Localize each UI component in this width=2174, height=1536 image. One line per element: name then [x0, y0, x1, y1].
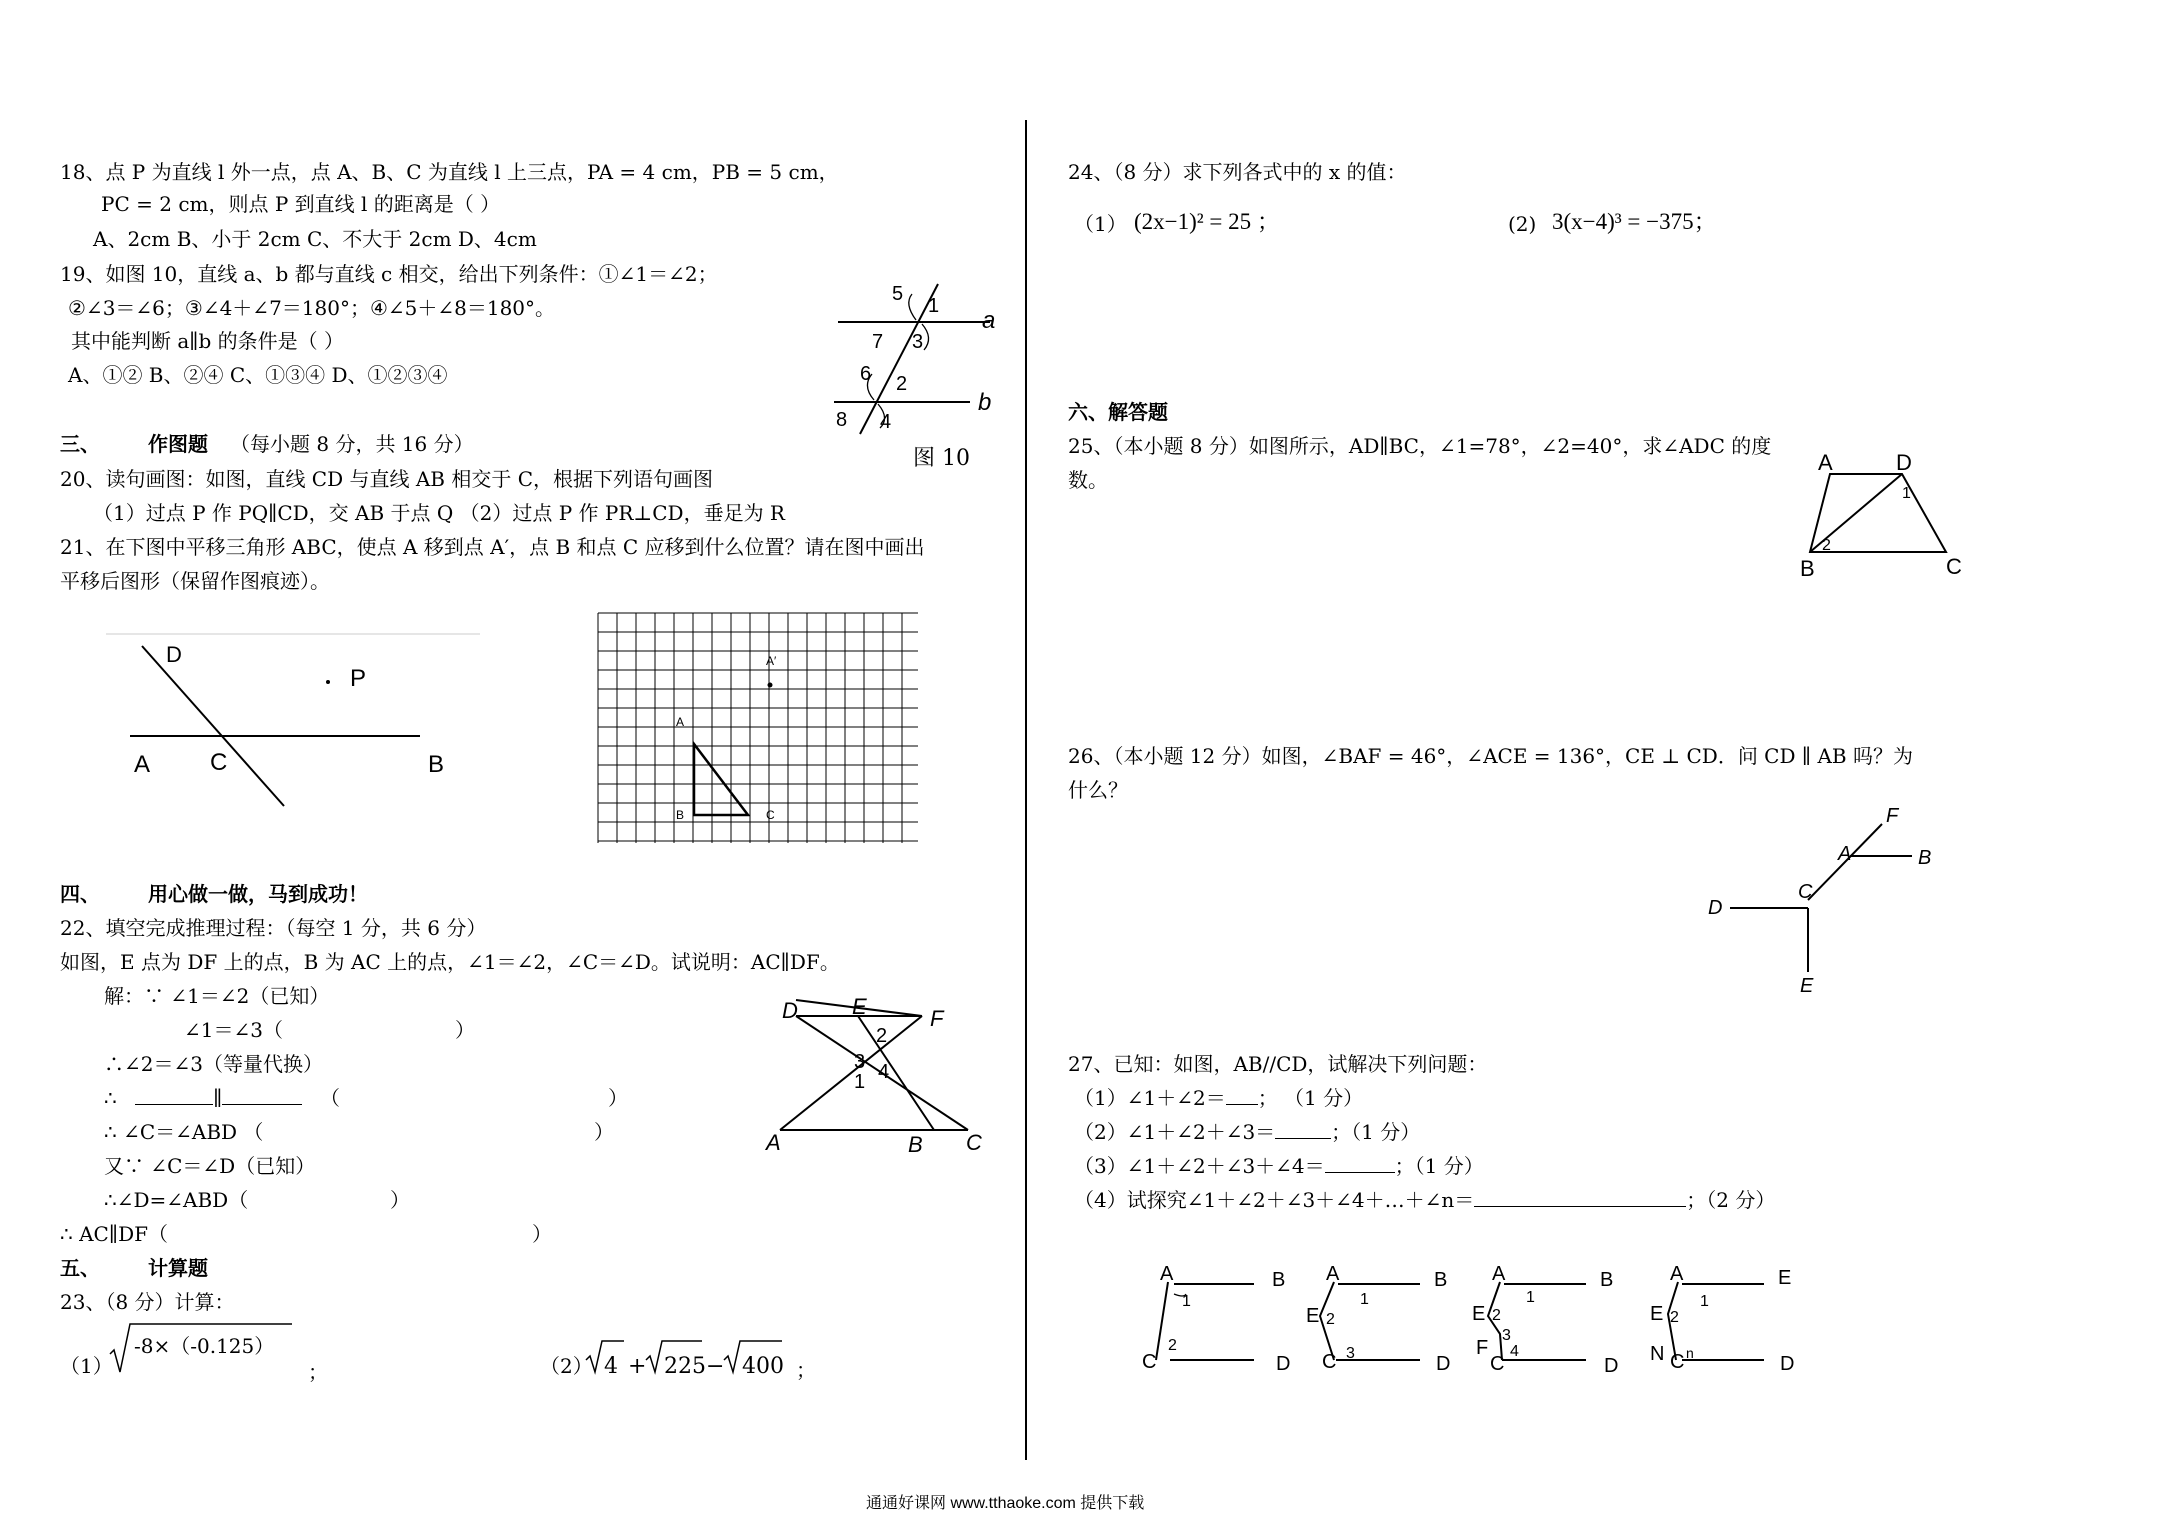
q22-step-1: 解：∵ ∠1＝∠2（已知）	[104, 984, 330, 1008]
svg-text:C: C	[1322, 1351, 1337, 1373]
section6-title: 六、解答题	[1068, 400, 1168, 424]
q24-p2-expr: 3(x−4)³ = −375；	[1552, 209, 1717, 234]
q22-step-7: ∴∠D=∠ABD（	[104, 1188, 249, 1212]
q22-step-4-open: （	[320, 1086, 340, 1110]
q27-item-4: （4）试探究∠1＋∠2＋∠3＋∠4＋…＋∠n＝ ；（2 分）	[1074, 1188, 1776, 1212]
q27-figures	[1130, 1256, 1800, 1386]
q25-label-B: B	[1800, 556, 1815, 581]
q22-label-2: 2	[876, 1025, 888, 1047]
q22-step-8: ∴ AC∥DF（	[60, 1222, 168, 1246]
q22-line1: 22、填空完成推理过程：（每空 1 分，共 6 分）	[60, 916, 487, 940]
q26-label-B: B	[1918, 847, 1932, 869]
q23-p1-tail: ；	[308, 1360, 328, 1384]
q23-p1-label: （1）	[60, 1354, 113, 1378]
svg-text:C: C	[1490, 1353, 1505, 1375]
q22-blank-parallel-1[interactable]	[135, 1104, 213, 1105]
svg-text:A: A	[1160, 1263, 1174, 1285]
q22-step-2-close: ）	[455, 1018, 475, 1042]
figure-10-caption: 图 10	[913, 446, 970, 471]
svg-text:2: 2	[1492, 1307, 1501, 1324]
q27-blank-2[interactable]	[1275, 1138, 1331, 1139]
q22-label-A: A	[766, 1130, 781, 1155]
svg-text:1: 1	[1700, 1293, 1709, 1310]
q25-line2: 数。	[1068, 468, 1108, 492]
q23-p2-plus: +	[628, 1354, 647, 1379]
q23-line1: 23、（8 分）计算：	[60, 1290, 235, 1314]
svg-text:D: D	[1276, 1353, 1291, 1375]
svg-text:1: 1	[1526, 1289, 1535, 1306]
section4-title: 用心做一做，马到成功！	[148, 882, 368, 906]
fig10-label-8: 8	[836, 409, 848, 431]
q25-label-1: 1	[1902, 485, 1911, 502]
svg-text:D: D	[1780, 1353, 1795, 1375]
q22-parallel-sign: ∥	[213, 1086, 223, 1110]
q19-line1: 19、如图 10，直线 a、b 都与直线 c 相交，给出下列条件：①∠1＝∠2；	[60, 262, 718, 286]
q26-figure	[1700, 800, 1960, 1000]
q27-blank-3[interactable]	[1325, 1172, 1395, 1173]
q22-step-3: ∴∠2＝∠3（等量代换）	[104, 1052, 323, 1076]
svg-text:A: A	[1492, 1263, 1506, 1285]
q22-label-C: C	[966, 1130, 982, 1155]
svg-text:A: A	[1326, 1263, 1340, 1285]
svg-text:1: 1	[1360, 1291, 1369, 1308]
q26-label-D: D	[1708, 897, 1723, 919]
svg-text:E: E	[1778, 1267, 1792, 1289]
svg-text:B: B	[1272, 1269, 1286, 1291]
section3-note: （每小题 8 分，共 16 分）	[230, 432, 474, 456]
q25-label-C: C	[1946, 554, 1962, 579]
q22-label-E: E	[852, 994, 867, 1019]
q22-step-5: ∴ ∠C＝∠ABD （	[104, 1120, 264, 1144]
svg-text:2: 2	[1168, 1337, 1177, 1354]
svg-text:D: D	[1436, 1353, 1451, 1375]
q23-p2-r3: 400	[742, 1354, 784, 1379]
q18-line2: PC = 2 cm，则点 P 到直线 l 的距离是（ ）	[101, 192, 501, 216]
svg-text:B: B	[1600, 1269, 1614, 1291]
q24-p1-label: （1）	[1074, 212, 1127, 236]
svg-text:N: N	[1650, 1343, 1665, 1365]
section4-number: 四、	[60, 882, 100, 906]
q27-item-1: （1）∠1＋∠2＝ ； （1 分）	[1074, 1086, 1364, 1110]
q23-p2-tail: ；	[796, 1358, 816, 1382]
q27-blank-1[interactable]	[1226, 1104, 1258, 1105]
q21-line1: 21、在下图中平移三角形 ABC，使点 A 移到点 A′，点 B 和点 C 应移到什么位置？请在图中画出	[60, 535, 925, 559]
svg-text:n: n	[1686, 1345, 1694, 1361]
q18-line1: 18、点 P 为直线 l 外一点，点 A、B、C 为直线 l 上三点，PA = 4 cm，PB = 5 cm，	[60, 160, 839, 184]
section5-number: 五、	[60, 1256, 100, 1280]
fig10-label-a: a	[982, 307, 996, 334]
q21-label-A-prime: A′	[766, 654, 777, 668]
q25-label-D: D	[1896, 450, 1912, 475]
q25-line1: 25、（本小题 8 分）如图所示，AD∥BC，∠1=78°，∠2=40°，求∠ADC 的度	[1068, 434, 1772, 458]
svg-text:3: 3	[1346, 1345, 1355, 1362]
q20-line1: 20、读句画图：如图，直线 CD 与直线 AB 相交于 C，根据下列语句画图	[60, 467, 714, 491]
q21-label-A: A	[676, 715, 685, 729]
q24-line1: 24、（8 分）求下列各式中的 x 的值：	[1068, 160, 1407, 184]
svg-text:2: 2	[1670, 1309, 1679, 1326]
q23-p2-r2: 225	[664, 1354, 706, 1379]
fig10-label-1: 1	[928, 295, 940, 317]
q22-step-4-close: ）	[608, 1086, 628, 1110]
q20-label-A: A	[134, 751, 151, 778]
svg-text:B: B	[1434, 1269, 1448, 1291]
fig10-label-6: 6	[860, 363, 872, 385]
svg-text:4: 4	[1510, 1343, 1519, 1360]
q22-label-3: 3	[854, 1051, 866, 1073]
q22-line2: 如图，E 点为 DF 上的点，B 为 AC 上的点，∠1＝∠2，∠C＝∠D。试说明：AC∥DF。	[60, 950, 840, 974]
section5-title: 计算题	[148, 1256, 208, 1280]
q27-fig-4	[1650, 1263, 1794, 1375]
q27-item-3: （3）∠1＋∠2＋∠3＋∠4＝ ；（1 分）	[1074, 1154, 1484, 1178]
svg-text:E: E	[1650, 1303, 1664, 1325]
q22-label-B: B	[908, 1132, 923, 1157]
q25-label-2: 2	[1822, 537, 1831, 554]
q26-label-E: E	[1800, 975, 1814, 997]
q22-step-8-close: ）	[532, 1222, 552, 1246]
svg-text:E: E	[1306, 1305, 1320, 1327]
q21-label-C: C	[766, 808, 775, 822]
q27-blank-4[interactable]	[1474, 1206, 1686, 1207]
q24-p2-label: (2)	[1508, 212, 1537, 236]
svg-text:1: 1	[1182, 1293, 1191, 1310]
svg-text:3: 3	[1502, 1327, 1511, 1344]
figure-10	[830, 276, 1010, 466]
svg-text:D: D	[1604, 1355, 1619, 1377]
q20-label-C: C	[210, 749, 228, 776]
footer-text: 通通好课网 www.tthaoke.com 提供下载	[866, 1495, 1145, 1512]
section3-title: 作图题	[148, 432, 208, 456]
q22-step-6: 又∵ ∠C＝∠D（已知）	[104, 1154, 316, 1178]
section3-number: 三、	[60, 432, 100, 456]
svg-text:A: A	[1670, 1263, 1684, 1285]
svg-text:E: E	[1472, 1303, 1486, 1325]
q20-label-D: D	[166, 642, 182, 667]
fig10-label-2: 2	[896, 373, 908, 395]
q22-step-7-close: ）	[390, 1188, 410, 1212]
q22-step-5-close: ）	[594, 1120, 614, 1144]
svg-text:C: C	[1142, 1351, 1157, 1373]
q22-figure	[760, 994, 1000, 1160]
q23-p2-r1: 4	[604, 1354, 618, 1379]
q26-label-C: C	[1798, 881, 1813, 903]
svg-text:F: F	[1476, 1337, 1489, 1359]
q20-line2: （1）过点 P 作 PQ∥CD，交 AB 于点 Q （2）过点 P 作 PR⊥CD，垂足为 R	[93, 501, 785, 525]
q24-p1-expr: (2x−1)² = 25 ；	[1134, 209, 1280, 234]
q21-line2: 平移后图形（保留作图痕迹）。	[60, 569, 330, 593]
q20-figure	[100, 630, 500, 820]
q19-line2: ②∠3＝∠6；③∠4＋∠7＝180°；④∠5＋∠8＝180°。	[68, 296, 556, 320]
q27-fig-2	[1306, 1263, 1450, 1375]
q22-label-D: D	[782, 998, 798, 1023]
q26-label-A: A	[1838, 843, 1852, 865]
q22-step-2: ∠1＝∠3（	[184, 1018, 283, 1042]
q20-label-B: B	[428, 751, 445, 778]
q27-fig-3	[1472, 1263, 1618, 1377]
q21-grid-figure	[596, 611, 922, 847]
fig10-label-5: 5	[892, 283, 904, 305]
q22-step-4	[104, 1088, 302, 1108]
q19-line3: 其中能判断 a∥b 的条件是（ ）	[71, 329, 345, 353]
q26-line1: 26、（本小题 12 分）如图，∠BAF = 46°，∠ACE = 136°，CE ⊥ CD．问 CD ∥ AB 吗？为	[1068, 744, 1913, 768]
q27-fig-1	[1142, 1263, 1290, 1375]
q19-options: A、①② B、②④ C、①③④ D、①②③④	[68, 363, 448, 387]
q21-label-B: B	[676, 808, 685, 822]
fig10-label-3: 3	[912, 331, 924, 353]
q22-label-4: 4	[878, 1061, 890, 1083]
fig10-label-4: 4	[880, 411, 892, 433]
q22-label-1: 1	[854, 1071, 866, 1093]
q23-p2-label: （2）	[540, 1354, 593, 1378]
fig10-label-7: 7	[872, 331, 884, 353]
q26-label-F: F	[1886, 805, 1899, 827]
q27-item-2: （2）∠1＋∠2＋∠3＝ ；（1 分）	[1074, 1120, 1421, 1144]
q20-label-P: P	[350, 665, 367, 692]
q22-step-4-therefore: ∴	[104, 1086, 117, 1110]
q23-p1-radicand: -8×（-0.125）	[134, 1334, 275, 1358]
q23-p2-minus: −	[706, 1354, 725, 1379]
fig10-label-b: b	[978, 389, 992, 416]
svg-text:C: C	[1670, 1351, 1685, 1373]
q22-blank-parallel-2[interactable]	[222, 1104, 302, 1105]
q22-label-F: F	[930, 1006, 944, 1031]
q25-label-A: A	[1818, 450, 1833, 475]
svg-text:2: 2	[1326, 1311, 1335, 1328]
q18-options: A、2cm B、小于 2cm C、不大于 2cm D、4cm	[93, 227, 537, 251]
column-divider	[1025, 120, 1027, 1460]
q26-line2: 什么？	[1068, 778, 1128, 802]
q27-line1: 27、已知：如图，AB//CD，试解决下列问题：	[1068, 1052, 1488, 1076]
q25-figure	[1782, 446, 1972, 592]
